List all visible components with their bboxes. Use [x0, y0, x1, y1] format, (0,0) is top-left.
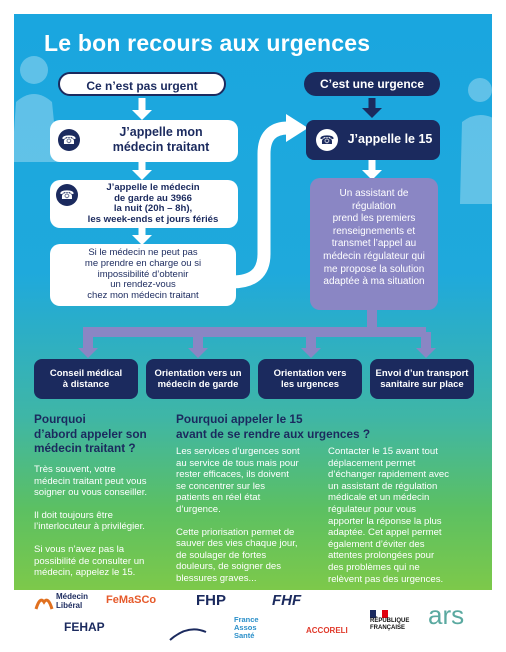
q2-paragraph: Cette priorisation permet de sauver des vies chaque jour, de soulager de fortes douleurs, de soigner des blessures graves... — [176, 526, 298, 584]
not-urgent-header: Ce n’est pas urgent — [58, 72, 226, 96]
phone-icon: ☎ — [58, 129, 80, 151]
logo-accoreli: ACCORELI — [306, 626, 348, 635]
phone-icon: ☎ — [316, 129, 338, 151]
phone-icon: ☎ — [56, 184, 78, 206]
logo-femasco: FeMaSCo — [106, 594, 157, 606]
card-call-garde-label: J’appelle le médecin de garde au 3966 la nuit (20h – 8h), les week-ends et jours fériés — [87, 182, 219, 225]
card-if-unavailable-label: Si le médecin ne peut pas me prendre en charge ou si impossibilité d’obtenir un rendez-vous chez mon médecin traitant — [84, 247, 202, 302]
logo-republique-francaise — [370, 610, 424, 632]
logo-france-assos-sante: France Assos Santé — [234, 615, 259, 640]
page-title: Le bon recours aux urgences — [44, 30, 371, 56]
logo-fehap: FEHAP — [64, 620, 105, 634]
q1-title: Pourquoi d’abord appeler son médecin traitant ? — [34, 412, 147, 455]
q1-paragraph: Il doit toujours être l’interlocuteur à privilégier. — [34, 509, 145, 533]
card-call-garde — [50, 180, 238, 228]
marianne-icon — [370, 610, 388, 618]
q1-paragraph: Si vous n’avez pas la possibilité de consulter un médecin, appelez le 15. — [34, 543, 145, 579]
q2-col2: Contacter le 15 avant tout déplacement permet d’échanger rapidement avec un assistant de régulation médicale et un médecin régulateur pour vous apporter la réponse la plus adaptée. Cet appel permet également d’éviter des attentes prolongées pour des problèmes qui ne relèvent pas des urgences. — [328, 446, 450, 585]
regulation-card: Un assistant de régulation prend les premiers renseignements et transmet l’appel au médecin régulateur qui me propose la solution adaptée à ma situation — [310, 178, 438, 310]
card-call-15 — [306, 120, 440, 160]
card-if-unavailable — [50, 244, 236, 306]
card-call-doctor — [50, 120, 238, 162]
option-garde-doctor: Orientation vers un médecin de garde — [146, 359, 250, 399]
q1-paragraph: Très souvent, votre médecin traitant peut vous soigner ou vous conseiller. — [34, 464, 148, 499]
medecin-liberal-mark-icon — [34, 594, 54, 610]
logo-medecin-liberal-text: Médecin Libéral — [56, 592, 89, 610]
q2-paragraph: Les services d’urgences sont au service de tous mais pour rester efficaces, ils doivent se concentrer sur les patients en réel état d’urgence. — [176, 446, 300, 515]
card-call-doctor-label: J’appelle mon médecin traitant — [112, 125, 210, 154]
q2-title: Pourquoi appeler le 15 avant de se rendre aux urgences ? — [176, 412, 371, 441]
card-call-15-label: J’appelle le 15 — [347, 132, 433, 146]
option-emergency-room: Orientation vers les urgences — [258, 359, 362, 399]
q2-col1 — [176, 446, 326, 590]
logo-republique-text: RÉPUBLIQUE FRANÇAISE — [370, 618, 410, 631]
q1-body — [34, 464, 184, 590]
urgent-header: C’est une urgence — [304, 72, 440, 96]
partner-logos — [20, 590, 486, 652]
option-ambulance: Envoi d’un transport sanitaire sur place — [370, 359, 474, 399]
logo-ars: ars — [428, 600, 465, 630]
logo-fhp: FHP — [196, 592, 226, 609]
logo-fhf: FHF — [272, 592, 302, 609]
option-remote-advice: Conseil médical à distance — [34, 359, 138, 399]
poster — [14, 14, 492, 590]
bird-logo-icon — [168, 620, 208, 646]
